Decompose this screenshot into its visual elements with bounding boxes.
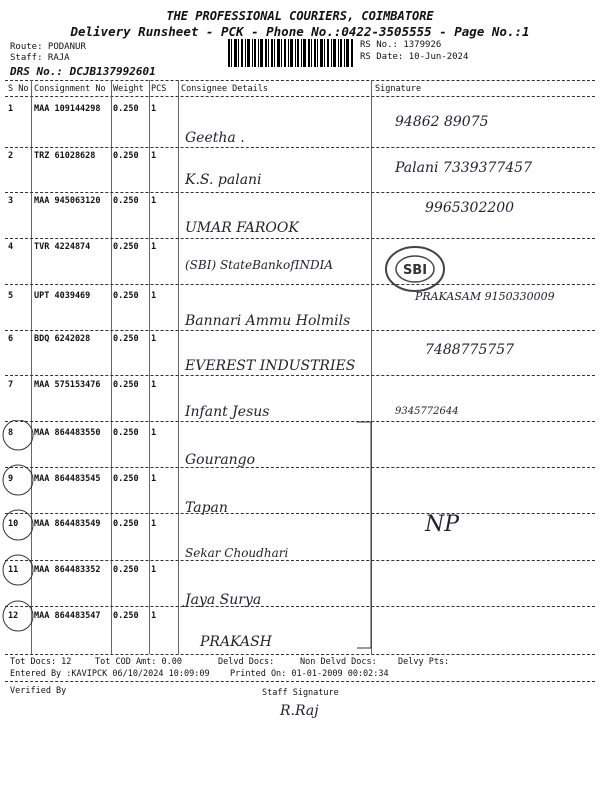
row-consignment: UPT 4039469 (34, 291, 91, 301)
row-weight: 0.250 (113, 519, 139, 529)
row-sno: 5 (8, 291, 14, 301)
staff-signature-label: Staff Signature (262, 688, 339, 698)
row-rule (5, 513, 595, 514)
row-rule (5, 560, 595, 561)
printed-on: Printed On: 01-01-2009 00:02:34 (230, 669, 389, 679)
row-signature: PRAKASAM 9150330009 (415, 290, 555, 303)
row-pcs: 1 (151, 428, 157, 438)
staff-label: Staff: RAJA (10, 53, 70, 63)
row-pcs: 1 (151, 565, 157, 575)
total-docs: Tot Docs: 12 (10, 657, 72, 667)
row-sno: 8 (8, 428, 14, 438)
row-consignee: Jaya Surya (185, 592, 262, 608)
row-rule (5, 330, 595, 331)
barcode (228, 39, 354, 67)
row-sno: 2 (8, 151, 14, 161)
row-consignment: MAA 864483545 (34, 474, 101, 484)
row-consignment: MAA 864483550 (34, 428, 101, 438)
row-signature: NP (425, 512, 460, 537)
row-sno: 7 (8, 380, 14, 390)
rs-number: RS No.: 1379926 (360, 40, 442, 50)
row-consignee: Tapan (185, 500, 228, 516)
non-delivered-docs: Non Delvd Docs: (300, 657, 377, 667)
column-divider (111, 80, 112, 654)
row-consignee: Geetha . (185, 130, 245, 146)
row-weight: 0.250 (113, 242, 139, 252)
row-weight: 0.250 (113, 565, 139, 575)
row-weight: 0.250 (113, 104, 139, 114)
row-signature: Palani 7339377457 (395, 160, 532, 176)
row-consignee: (SBI) StateBankofINDIA (185, 258, 333, 272)
row-weight: 0.250 (113, 196, 139, 206)
bank-stamp (383, 244, 447, 294)
column-divider (149, 80, 150, 654)
col-consignee-header: Consignee Details (181, 84, 268, 94)
header-bottom-rule (5, 96, 595, 97)
row-signature: 7488775757 (425, 342, 515, 358)
row-pcs: 1 (151, 519, 157, 529)
row-rule (5, 606, 595, 607)
row-rule (5, 284, 595, 285)
row-signature: 9965302200 (425, 200, 515, 216)
row-consignment: MAA 109144298 (34, 104, 101, 114)
row-consignment: TRZ 61028628 (34, 151, 96, 161)
row-pcs: 1 (151, 611, 157, 621)
route-label: Route: PODANUR (10, 42, 86, 52)
row-sno: 6 (8, 334, 14, 344)
row-consignee: UMAR FAROOK (185, 220, 299, 236)
runsheet-title: Delivery Runsheet - PCK - Phone No.:0422-3505555 - Page No.:1 (70, 24, 530, 39)
row-rule (5, 421, 595, 422)
row-pcs: 1 (151, 242, 157, 252)
col-weight-header: Weight (113, 84, 144, 94)
row-pcs: 1 (151, 104, 157, 114)
row-consignment: MAA 864483549 (34, 519, 101, 529)
row-rule (5, 147, 595, 148)
column-divider (178, 80, 179, 654)
total-cod: Tot COD Amt: 0.00 (95, 657, 182, 667)
col-sno-header: S No (8, 84, 29, 94)
rs-date: RS Date: 10-Jun-2024 (360, 52, 469, 62)
row-rule (5, 238, 595, 239)
row-weight: 0.250 (113, 151, 139, 161)
row-pcs: 1 (151, 291, 157, 301)
row-sno: 12 (8, 611, 19, 621)
row-consignee: Sekar Choudhari (185, 546, 289, 560)
row-weight: 0.250 (113, 380, 139, 390)
row-pcs: 1 (151, 334, 157, 344)
row-sno: 1 (8, 104, 14, 114)
company-title: THE PROFESSIONAL COURIERS, COIMBATORE (166, 9, 434, 23)
row-sno: 10 (8, 519, 19, 529)
row-weight: 0.250 (113, 611, 139, 621)
col-consignment-header: Consignment No (34, 84, 106, 94)
verified-by: Verified By (10, 686, 67, 696)
delivery-points: Delvy Pts: (398, 657, 450, 667)
row-consignee: Infant Jesus (185, 404, 270, 420)
row-rule (5, 654, 595, 655)
row-weight: 0.250 (113, 334, 139, 344)
row-weight: 0.250 (113, 291, 139, 301)
row-signature: 94862 89075 (395, 114, 489, 130)
delivered-docs: Delvd Docs: (218, 657, 275, 667)
row-consignment: MAA 575153476 (34, 380, 101, 390)
row-rule (5, 467, 595, 468)
entered-by: Entered By :KAVIPCK 06/10/2024 10:09:09 (10, 669, 210, 679)
row-sno: 9 (8, 474, 14, 484)
row-signature: 9345772644 (395, 406, 459, 417)
footer-rule (5, 681, 595, 682)
row-consignment: MAA 945063120 (34, 196, 101, 206)
row-sno: 3 (8, 196, 14, 206)
row-consignee: Gourango (185, 452, 256, 468)
row-pcs: 1 (151, 151, 157, 161)
row-pcs: 1 (151, 474, 157, 484)
col-signature-header: Signature (375, 84, 422, 94)
row-sno: 4 (8, 242, 14, 252)
row-pcs: 1 (151, 196, 157, 206)
row-consignment: MAA 864483547 (34, 611, 101, 621)
row-consignee: EVEREST INDUSTRIES (185, 358, 356, 374)
handwritten-bracket (355, 420, 380, 650)
row-weight: 0.250 (113, 428, 139, 438)
header-top-rule (5, 80, 595, 81)
row-consignee: K.S. palani (185, 172, 262, 188)
row-consignee: Bannari Ammu Holmils (185, 313, 351, 329)
row-weight: 0.250 (113, 474, 139, 484)
row-rule (5, 375, 595, 376)
row-pcs: 1 (151, 380, 157, 390)
row-consignment: BDQ 6242028 (34, 334, 91, 344)
handwritten-circles (0, 420, 40, 640)
row-consignment: MAA 864483352 (34, 565, 101, 575)
row-sno: 11 (8, 565, 19, 575)
row-rule (5, 192, 595, 193)
stamp-text: SBI (402, 263, 428, 278)
row-consignment: TVR 4224874 (34, 242, 91, 252)
drs-number: DRS No.: DCJB137992601 (10, 65, 156, 78)
row-consignee: PRAKASH (200, 634, 272, 650)
col-pcs-header: PCS (151, 84, 167, 94)
staff-signature: R.Raj (280, 703, 319, 719)
